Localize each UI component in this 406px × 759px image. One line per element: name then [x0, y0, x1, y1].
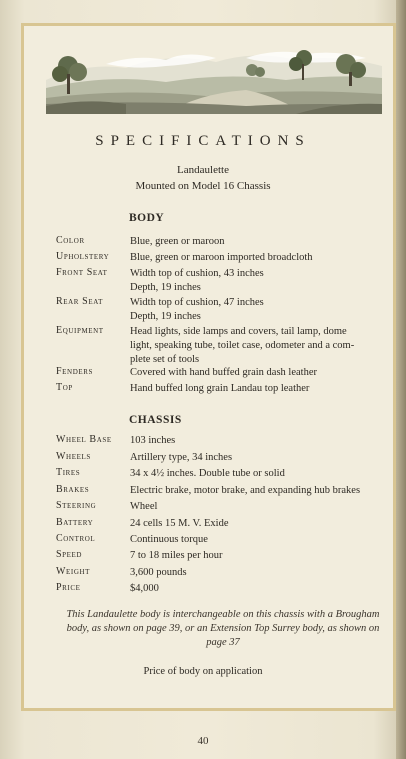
- spec-label: Speed: [56, 549, 83, 560]
- spec-value: Width top of cushion, 47 inches Depth, 19 inches: [130, 297, 264, 322]
- spec-value: 24 cells 15 M. V. Exide: [130, 518, 229, 529]
- spec-value: 3,600 pounds: [130, 567, 187, 578]
- page-number: 40: [197, 735, 209, 747]
- model-name: Landaulette: [177, 164, 229, 176]
- spec-label: Price: [56, 582, 81, 593]
- spec-value: Blue, green or maroon imported broadcloth: [130, 252, 313, 263]
- spec-value: Width top of cushion, 43 inches Depth, 19 inches: [130, 268, 264, 293]
- price-of-body-note: Price of body on application: [143, 666, 263, 677]
- spec-value: Continuous torque: [130, 534, 208, 545]
- spec-label: Battery: [56, 517, 94, 528]
- spec-value: Hand buffed long grain Landau top leather: [130, 383, 310, 394]
- spec-label: Upholstery: [56, 251, 110, 262]
- spec-label: Wheel Base: [56, 434, 112, 445]
- spec-value: Blue, green or maroon: [130, 236, 225, 247]
- spec-value: 103 inches: [130, 435, 176, 446]
- chassis-note: Mounted on Model 16 Chassis: [135, 180, 271, 192]
- body-section-heading: BODY: [129, 212, 165, 224]
- spec-label: Wheels: [56, 451, 91, 462]
- spec-label: Front Seat: [56, 267, 108, 278]
- spec-label: Top: [56, 382, 73, 393]
- landscape-illustration: [46, 44, 382, 114]
- page-title: SPECIFICATIONS: [95, 133, 311, 149]
- spec-label: Equipment: [56, 325, 104, 336]
- spec-value: Electric brake, motor brake, and expanding hub brakes: [130, 485, 361, 496]
- spec-label: Brakes: [56, 484, 90, 495]
- spec-value: Covered with hand buffed grain dash leather: [130, 367, 317, 378]
- spec-label: Steering: [56, 500, 97, 511]
- spec-label: Tires: [56, 467, 81, 478]
- spec-value: Artillery type, 34 inches: [130, 452, 233, 463]
- spec-label: Fenders: [56, 366, 93, 377]
- spec-label: Rear Seat: [56, 296, 103, 307]
- spec-label: Color: [56, 235, 85, 246]
- spec-value: 34 x 4½ inches. Double tube or solid: [130, 468, 285, 479]
- book-spine: [396, 0, 406, 759]
- spec-label: Control: [56, 533, 96, 544]
- chassis-section-heading: CHASSIS: [129, 414, 182, 426]
- spec-value: Wheel: [130, 501, 158, 512]
- spec-value: $4,000: [130, 583, 159, 594]
- spec-label: Weight: [56, 566, 91, 577]
- spec-value: 7 to 18 miles per hour: [130, 550, 223, 561]
- spec-value: Head lights, side lamps and covers, tail lamp, dome light, speaking tube, toilet case, odometer and a com- plete set of tools: [130, 326, 355, 365]
- interchangeable-body-note: This Landaulette body is interchangeable on this chassis with a Brougham body, as shown on page 39, or an Extension Top Surrey body, as shown on page 37: [66, 609, 380, 648]
